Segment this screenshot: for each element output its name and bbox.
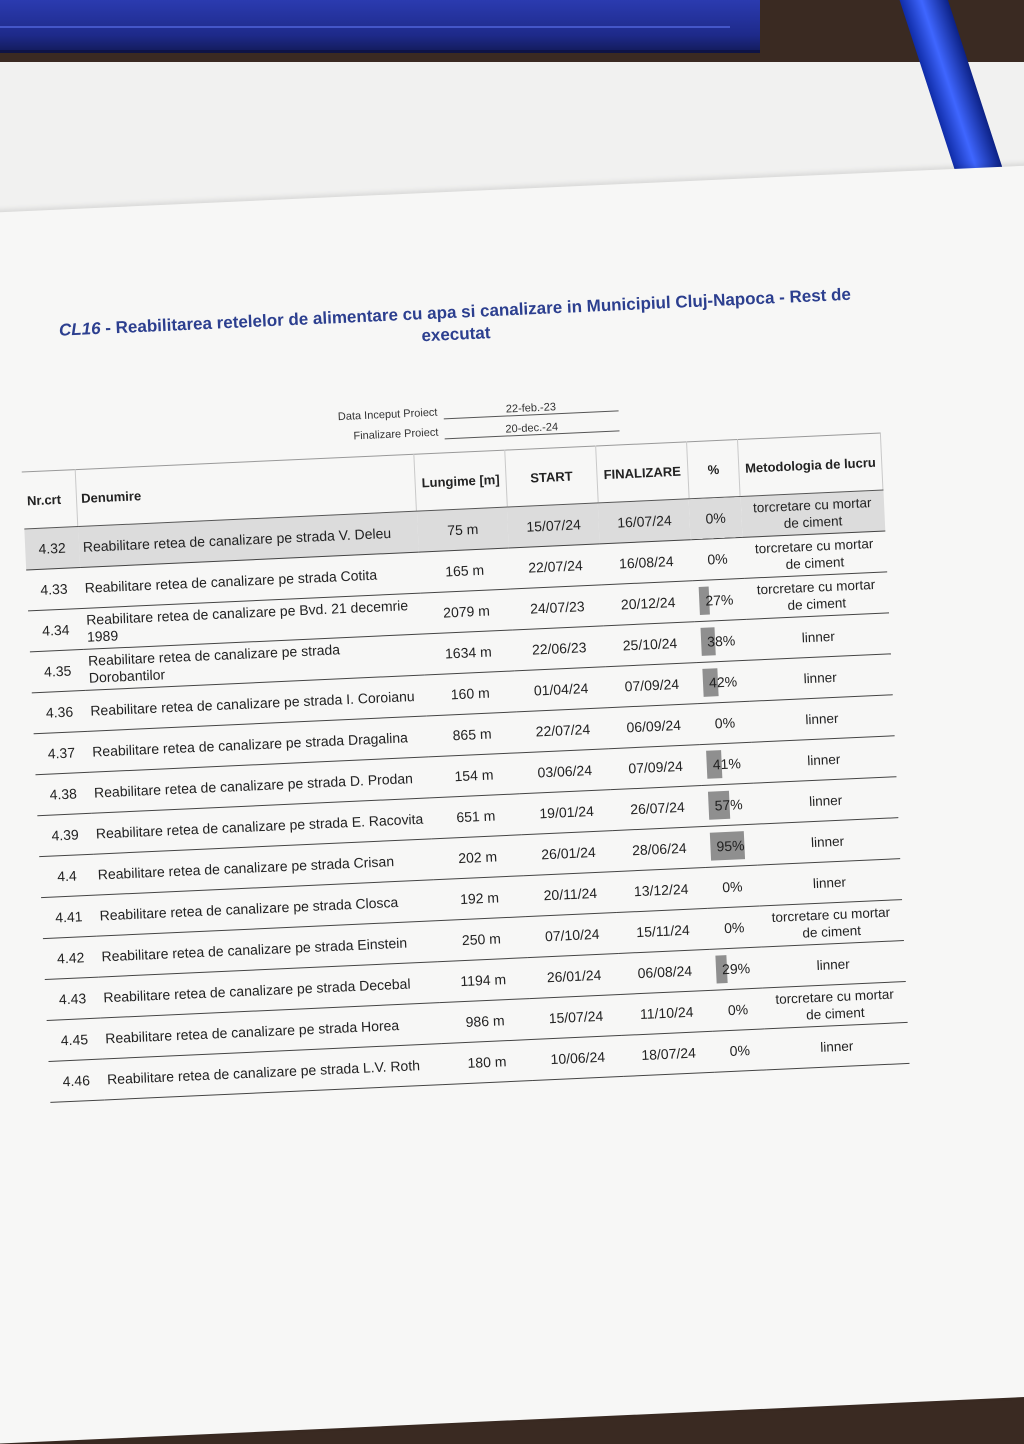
row-percent [708,906,761,949]
row-nr: 4.45 [47,1018,103,1061]
start-date-label: Data Inceput Proiect [337,406,438,424]
header-lungime: Lungime [m] [414,450,507,511]
row-denumire: Reabilitare retea de canalizare pe strada Closca [95,880,435,936]
row-finalizare: 07/09/24 [606,663,699,708]
row-percent [694,619,747,662]
row-percent [713,1029,766,1072]
row-percent [709,947,762,990]
document-content [15,278,976,1090]
row-lungime: 2079 m [420,589,513,634]
percent-text: 57% [714,796,744,814]
row-finalizare: 25/10/24 [604,622,697,667]
row-start: 22/06/23 [513,626,606,671]
row-metodologie: torcretare cu mortar de ciment [742,531,886,578]
row-metodologie: torcretare cu mortar de ciment [744,572,888,619]
row-percent [691,537,744,580]
row-lungime: 651 m [429,794,522,839]
row-start: 10/06/24 [531,1035,624,1080]
percent-text: 41% [712,755,742,773]
row-start: 07/10/24 [526,913,619,958]
row-lungime: 986 m [439,999,532,1044]
row-metodologie: torcretare cu mortar de ciment [759,900,903,947]
row-finalizare: 28/06/24 [613,826,706,871]
row-start: 19/01/24 [520,790,613,835]
row-metodologie: linner [761,941,905,988]
row-nr: 4.42 [43,936,99,979]
row-finalizare: 13/12/24 [615,867,708,912]
percent-text: 0% [707,550,728,568]
percent-text: 0% [729,1042,751,1060]
row-denumire: Reabilitare retea de canalizare pe strada E. Racovita [91,798,431,854]
row-denumire: Reabilitare retea de canalizare pe strada Decebal [98,962,438,1018]
row-nr: 4.34 [28,608,84,651]
row-finalizare: 16/08/24 [600,540,693,585]
row-percent [700,742,753,785]
row-lungime: 75 m [416,507,509,552]
row-finalizare: 16/07/24 [598,499,691,544]
row-metodologie: torcretare cu mortar de ciment [763,982,907,1029]
percent-text: 27% [704,591,734,609]
row-finalizare: 06/08/24 [619,949,712,994]
row-finalizare: 06/09/24 [607,704,700,749]
start-date-value: 22-feb.-23 [443,398,618,419]
row-lungime: 165 m [418,548,511,593]
row-metodologie: linner [754,777,898,824]
row-lungime: 202 m [431,835,524,880]
row-start: 22/07/24 [517,708,610,753]
row-metodologie: linner [755,818,899,865]
document-title [45,283,866,364]
row-finalizare: 07/09/24 [609,745,702,790]
row-denumire: Reabilitare retea de canalizare pe strada V. Deleu [78,511,418,567]
row-nr: 4.39 [37,813,93,856]
percent-text: 0% [714,714,736,732]
header-percent: % [686,440,740,499]
row-finalizare: 11/10/24 [620,990,713,1035]
row-percent [693,578,746,621]
row-nr: 4.41 [41,895,97,938]
row-denumire: Reabilitare retea de canalizare pe strada Crisan [93,839,433,895]
row-nr: 4.36 [32,690,88,733]
title-code: CL16 [58,318,101,340]
row-percent [689,496,742,539]
row-metodologie: torcretare cu mortar de ciment [740,490,884,537]
row-nr: 4.32 [24,527,80,570]
row-nr: 4.33 [26,568,82,611]
row-metodologie: linner [750,695,894,742]
row-denumire: Reabilitare retea de canalizare pe strada L.V. Roth [102,1044,442,1100]
row-percent [698,701,751,744]
row-finalizare: 18/07/24 [622,1031,715,1076]
document-sheet [0,164,1024,1444]
header-start: START [505,446,598,507]
row-metodologie: linner [765,1022,909,1069]
row-finalizare: 26/07/24 [611,786,704,831]
row-percent [696,660,749,703]
row-denumire: Reabilitare retea de canalizare pe Bvd. 21 decemrie 1989 [82,593,422,649]
row-denumire: Reabilitare retea de canalizare pe strada Horea [100,1003,440,1059]
row-lungime: 154 m [428,753,521,798]
blue-folder [0,0,760,53]
header-nr: Nr.crt [22,470,78,529]
row-lungime: 250 m [435,917,528,962]
row-metodologie: linner [746,613,890,660]
row-denumire: Reabilitare retea de canalizare pe strada D. Prodan [89,757,429,813]
percent-text: 0% [721,878,743,896]
row-start: 26/01/24 [522,831,615,876]
row-nr: 4.37 [34,731,90,774]
percent-text: 42% [708,673,738,691]
table-body [24,490,909,1102]
percent-text: 29% [721,960,751,978]
percent-text: 0% [727,1001,749,1019]
title-text: - Reabilitarea retelelor de alimentare cu apa si canalizare in Municipiul Cluj-Napoca - Rest de executat [104,284,852,346]
row-start: 01/04/24 [515,667,608,712]
project-dates [319,394,620,448]
row-start: 15/07/24 [530,994,623,1039]
row-nr: 4.43 [45,977,101,1020]
percent-text: 0% [723,919,745,937]
row-start: 20/11/24 [524,872,617,917]
row-denumire: Reabilitare retea de canalizare pe strada Cotita [80,552,420,608]
percent-text: 0% [705,509,727,527]
row-percent [706,865,759,908]
row-percent [702,783,755,826]
row-lungime: 192 m [433,876,526,921]
header-finalizare: FINALIZARE [596,442,689,503]
row-percent [704,824,757,867]
row-denumire: Reabilitare retea de canalizare pe strada Dragalina [87,716,427,772]
row-start: 03/06/24 [518,749,611,794]
row-finalizare: 20/12/24 [602,581,695,626]
row-lungime: 160 m [424,671,517,716]
row-nr: 4.38 [35,772,91,815]
row-percent [711,988,764,1031]
works-table [22,433,910,1103]
row-start: 15/07/24 [507,503,600,548]
row-nr: 4.46 [49,1059,105,1102]
header-denumire: Denumire [75,454,416,526]
row-lungime: 180 m [441,1040,534,1085]
row-lungime: 865 m [426,712,519,757]
header-metodologie: Metodologia de lucru [738,433,883,496]
row-metodologie: linner [757,859,901,906]
row-denumire: Reabilitare retea de canalizare pe strada Dorobantilor [84,634,424,690]
row-finalizare: 15/11/24 [617,908,710,953]
row-nr: 4.35 [30,649,86,692]
row-denumire: Reabilitare retea de canalizare pe strada I. Coroianu [85,675,425,731]
row-metodologie: linner [752,736,896,783]
end-date-label: Finalizare Proiect [353,426,439,443]
row-metodologie: linner [748,654,892,701]
row-start: 24/07/23 [511,585,604,630]
row-nr: 4.4 [39,854,95,897]
percent-text: 38% [706,632,736,650]
end-date-value: 20-dec.-24 [444,418,619,439]
row-lungime: 1634 m [422,630,515,675]
folder-edge-line [0,26,730,28]
row-start: 22/07/24 [509,544,602,589]
row-lungime: 1194 m [437,958,530,1003]
percent-text: 95% [716,837,745,855]
row-denumire: Reabilitare retea de canalizare pe strada Einstein [97,921,437,977]
row-start: 26/01/24 [528,953,621,998]
